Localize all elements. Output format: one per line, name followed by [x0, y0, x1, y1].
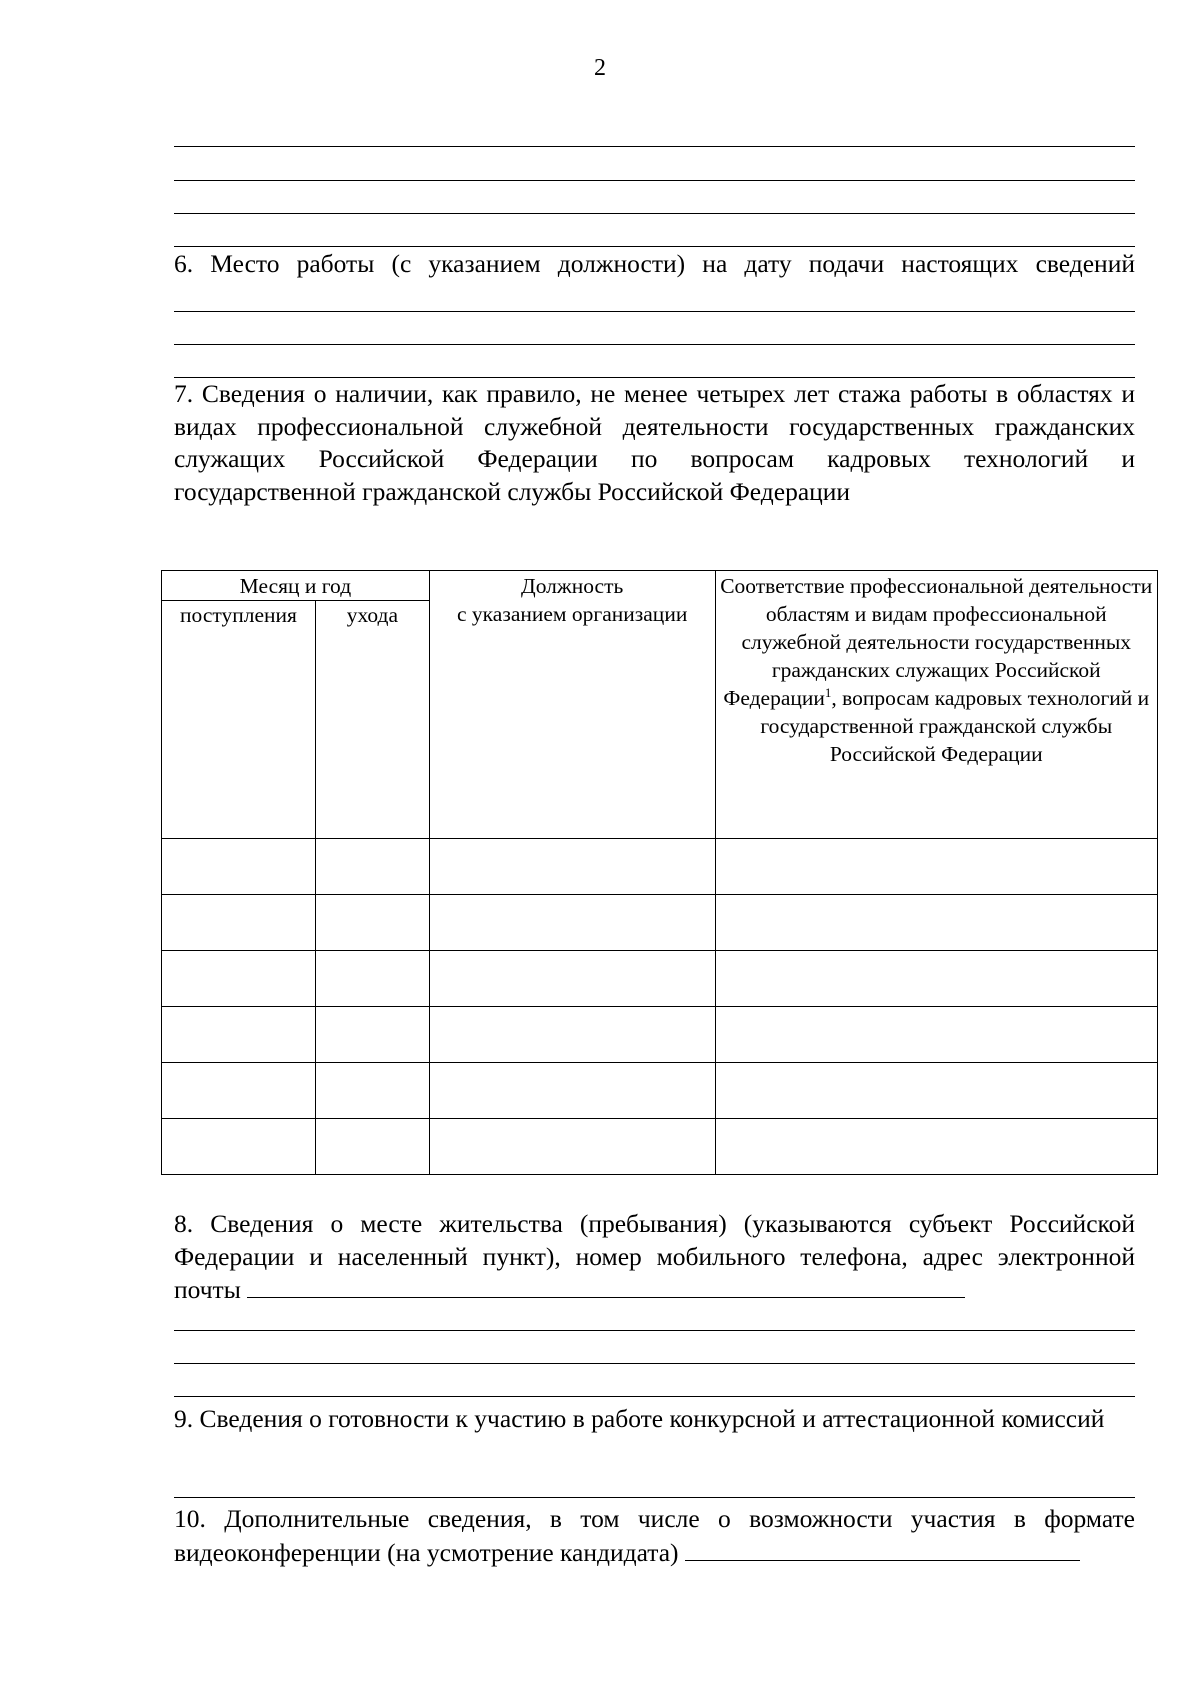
- section-7-text: 7. Сведения о наличии, как правило, не менее четырех лет стажа работы в областях и видах профессиональной служебной деятельности государственных гражданских служащих Российской Федерации по вопросам кадровых технологий и государственной гражданской службы Российской Федерации: [174, 379, 1135, 506]
- header-position-line2: с указанием организации: [457, 602, 688, 626]
- email-fill-line[interactable]: [247, 1273, 965, 1298]
- blank-line[interactable]: [174, 344, 1135, 345]
- cell-entry[interactable]: [162, 895, 316, 951]
- cell-leave[interactable]: [315, 839, 429, 895]
- cell-entry[interactable]: [162, 951, 316, 1007]
- page-number: 2: [594, 55, 606, 81]
- blank-line[interactable]: [174, 146, 1135, 147]
- cell-match[interactable]: [715, 951, 1158, 1007]
- table-row: [162, 1119, 1158, 1175]
- section-10-fill-line[interactable]: [685, 1536, 1080, 1561]
- cell-position[interactable]: [429, 951, 715, 1007]
- cell-position[interactable]: [429, 839, 715, 895]
- cell-position[interactable]: [429, 895, 715, 951]
- cell-leave[interactable]: [315, 1007, 429, 1063]
- blank-line[interactable]: [174, 180, 1135, 181]
- cell-leave[interactable]: [315, 1119, 429, 1175]
- section-9-text: 9. Сведения о готовности к участию в работе конкурсной и аттестационной комиссий: [174, 1404, 1105, 1433]
- cell-entry[interactable]: [162, 839, 316, 895]
- table-row: [162, 1007, 1158, 1063]
- header-position: [429, 571, 715, 839]
- header-match: [715, 571, 1158, 839]
- section-10-label: 10. Дополнительные сведения, в том числе о возможности участия в формате видеоконференции (на усмотрение кандидата): [174, 1504, 1135, 1567]
- cell-match[interactable]: [715, 1119, 1158, 1175]
- cell-position[interactable]: [429, 1119, 715, 1175]
- section-6-text: 6. Место работы (с указанием должности) на дату подачи настоящих сведений: [174, 249, 1135, 278]
- cell-leave[interactable]: [315, 895, 429, 951]
- blank-line[interactable]: [174, 311, 1135, 312]
- header-leave: ухода: [315, 601, 429, 839]
- blank-line[interactable]: [174, 1396, 1135, 1397]
- cell-match[interactable]: [715, 1063, 1158, 1119]
- section-8-label: 8. Сведения о месте жительства (пребывания) (указываются субъект Российской Федерации и населенный пункт), номер мобильного телефона, адрес электронной почты: [174, 1209, 1135, 1304]
- blank-line[interactable]: [174, 1330, 1135, 1331]
- cell-match[interactable]: [715, 839, 1158, 895]
- table-row: [162, 1063, 1158, 1119]
- cell-leave[interactable]: [315, 1063, 429, 1119]
- cell-entry[interactable]: [162, 1119, 316, 1175]
- cell-leave[interactable]: [315, 951, 429, 1007]
- cell-position[interactable]: [429, 1063, 715, 1119]
- section-10-text: [174, 1503, 1135, 1569]
- cell-entry[interactable]: [162, 1007, 316, 1063]
- blank-line[interactable]: [174, 1363, 1135, 1364]
- header-entry: поступления: [162, 601, 316, 839]
- blank-line[interactable]: [174, 1497, 1135, 1498]
- cell-entry[interactable]: [162, 1063, 316, 1119]
- experience-table: [161, 570, 1158, 1175]
- header-match-text: Соответствие профессиональной деятельности областям и видам профессиональной служебной деятельности государственных гражданских служащих Российской Федерации: [720, 574, 1153, 710]
- table-row: [162, 839, 1158, 895]
- cell-match[interactable]: [715, 1007, 1158, 1063]
- section-8-text: [174, 1208, 1135, 1307]
- cell-position[interactable]: [429, 1007, 715, 1063]
- blank-line[interactable]: [174, 246, 1135, 247]
- blank-line[interactable]: [174, 213, 1135, 214]
- header-month-year: Месяц и год: [162, 571, 430, 601]
- cell-match[interactable]: [715, 895, 1158, 951]
- table-row: [162, 951, 1158, 1007]
- header-position-line1: Должность: [521, 574, 624, 598]
- header-match-text-cont: , вопросам кадровых технологий и государственной гражданской службы Российской Федерации: [760, 686, 1150, 766]
- footnote-ref: 1: [824, 684, 832, 700]
- table-row: [162, 895, 1158, 951]
